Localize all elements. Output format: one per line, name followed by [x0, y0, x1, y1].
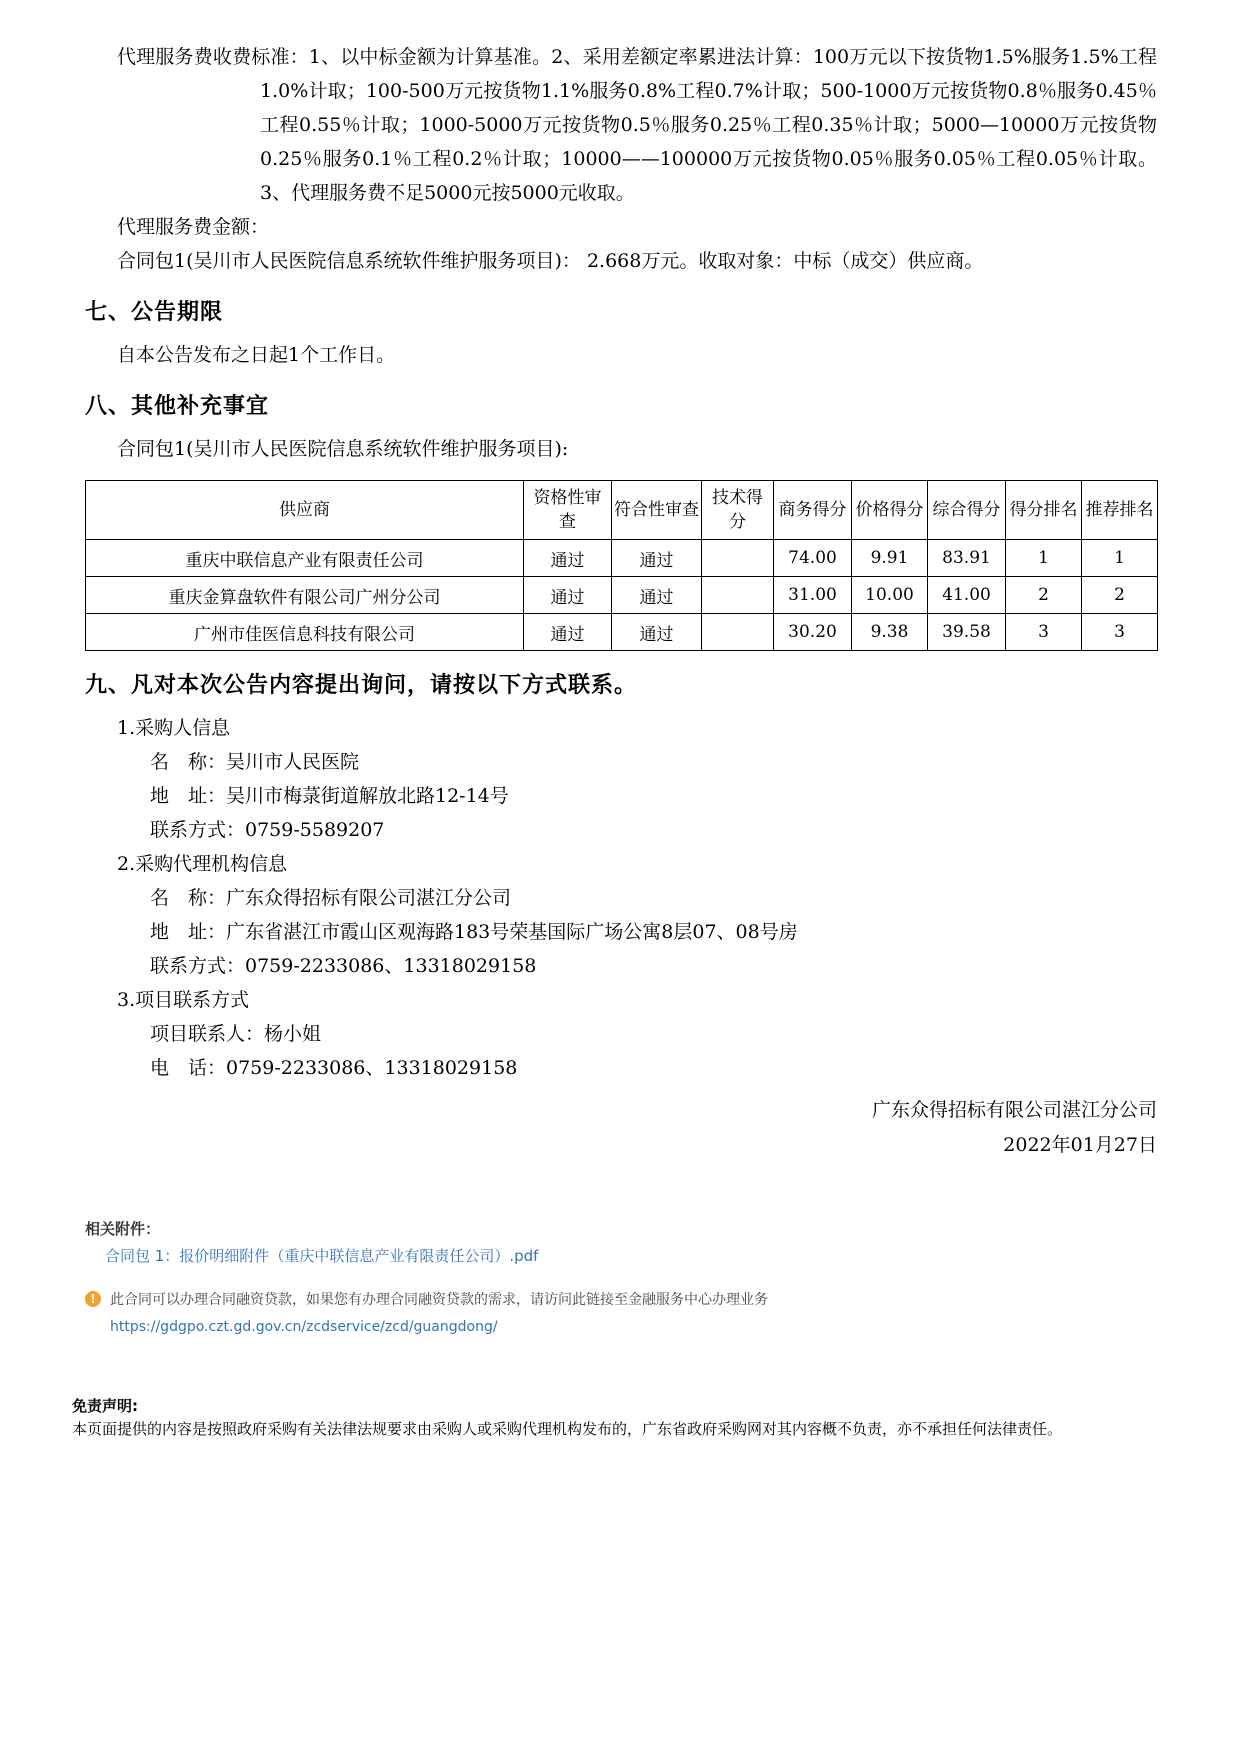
supplier-row — [86, 540, 1158, 577]
supplier-name-cell: 广州市佳医信息科技有限公司 — [86, 614, 524, 651]
attachments-heading: 相关附件： — [85, 1220, 161, 1238]
score-table-header-cell: 资格性审查 — [524, 481, 612, 540]
score-cell: 39.58 — [928, 614, 1006, 651]
score-cell: 3 — [1006, 614, 1082, 651]
page-footer — [0, 1217, 1242, 1441]
score-table-header-cell: 得分排名 — [1006, 481, 1082, 540]
score-cell: 41.00 — [928, 577, 1006, 614]
score-cell: 2 — [1082, 577, 1158, 614]
exclamation-circle-icon: ! — [85, 1291, 101, 1307]
supplier-name-cell: 重庆金算盘软件有限公司广州分公司 — [86, 577, 524, 614]
score-table-header-cell: 商务得分 — [774, 481, 852, 540]
score-cell: 30.20 — [774, 614, 852, 651]
section9-title: 九、凡对本次公告内容提出询问，请按以下方式联系。 — [85, 673, 638, 698]
signature-company: 广东众得招标有限公司湛江分公司 — [871, 1099, 1157, 1121]
score-cell: 3 — [1082, 614, 1158, 651]
score-cell: 9.91 — [852, 540, 928, 577]
supplier-row — [86, 614, 1158, 651]
attachment-pdf-link[interactable]: 合同包 1：报价明细附件（重庆中联信息产业有限责任公司）.pdf — [105, 1247, 539, 1265]
finance-service-link[interactable]: https://gdgpo.czt.gd.gov.cn/zcdservice/zcd/guangdong/ — [110, 1319, 498, 1335]
score-cell — [702, 577, 774, 614]
score-table-header-row — [86, 481, 1158, 540]
score-cell: 83.91 — [928, 540, 1006, 577]
project-contact-person: 项目联系人：杨小姐 — [150, 1023, 322, 1045]
supplier-score-table — [85, 480, 1158, 651]
agency-info-heading: 2.采购代理机构信息 — [117, 853, 288, 875]
score-table-header-cell: 价格得分 — [852, 481, 928, 540]
project-contact-heading: 3.项目联系方式 — [117, 989, 250, 1011]
purchaser-info-heading: 1.采购人信息 — [117, 717, 231, 739]
section7-title: 七、公告期限 — [85, 300, 224, 325]
score-cell: 通过 — [612, 577, 702, 614]
score-cell: 2 — [1006, 577, 1082, 614]
score-table-header-cell: 供应商 — [86, 481, 524, 540]
score-cell: 31.00 — [774, 577, 852, 614]
purchaser-contact: 联系方式：0759-5589207 — [150, 819, 385, 841]
project-contact-phone: 电 话：0759-2233086、13318029158 — [150, 1057, 518, 1079]
supplier-row — [86, 577, 1158, 614]
purchaser-address: 地 址：吴川市梅菉街道解放北路12-14号 — [150, 785, 509, 807]
signature-date: 2022年01月27日 — [1003, 1134, 1157, 1156]
fee-amount-detail: 合同包1(吴川市人民医院信息系统软件维护服务项目)： 2.668万元。收取对象：中标（成交）供应商。 — [117, 250, 984, 272]
score-cell: 通过 — [524, 540, 612, 577]
score-cell: 通过 — [524, 614, 612, 651]
section8-title: 八、其他补充事宜 — [85, 394, 270, 419]
score-cell — [702, 614, 774, 651]
score-cell: 通过 — [524, 577, 612, 614]
fee-standard-paragraph: 代理服务费收费标准：1、以中标金额为计算基准。2、采用差额定率累进法计算：100万元以下按货物1.5%服务1.5%工程1.0%计取；100-500万元按货物1.1%服务0.8%工程0.7%计取；500-1000万元按货物0.8％服务0.45％工程0.55％计取；1000-5000万元按货物0.5％服务0.25％工程0.35％计取；5000—10000万元按货物0.25％服务0.1％工程0.2％计取；10000——100000万元按货物0.05％服务0.05％工程0.05％计取。3、代理服务费不足5000元按5000元收取。 — [117, 46, 1157, 204]
section7-body: 自本公告发布之日起1个工作日。 — [117, 344, 396, 366]
score-cell: 通过 — [612, 540, 702, 577]
score-table-header-cell: 技术得分 — [702, 481, 774, 540]
agency-address: 地 址：广东省湛江市霞山区观海路183号荣基国际广场公寓8层07、08号房 — [150, 921, 798, 943]
score-cell: 1 — [1082, 540, 1158, 577]
score-table-header-cell: 符合性审查 — [612, 481, 702, 540]
finance-notice-text: 此合同可以办理合同融资贷款，如果您有办理合同融资贷款的需求，请访问此链接至金融服务中心办理业务 — [110, 1292, 768, 1308]
score-cell: 通过 — [612, 614, 702, 651]
fee-amount-label: 代理服务费金额： — [117, 216, 270, 238]
score-table-header-cell: 推荐排名 — [1082, 481, 1158, 540]
disclaimer-heading: 免责声明: — [72, 1397, 138, 1415]
agency-contact: 联系方式：0759-2233086、13318029158 — [150, 955, 537, 977]
section8-intro: 合同包1(吴川市人民医院信息系统软件维护服务项目): — [117, 438, 569, 460]
purchaser-name: 名 称：吴川市人民医院 — [150, 751, 360, 773]
score-cell — [702, 540, 774, 577]
score-table-header-cell: 综合得分 — [928, 481, 1006, 540]
score-cell: 74.00 — [774, 540, 852, 577]
disclaimer-body: 本页面提供的内容是按照政府采购有关法律法规要求由采购人或采购代理机构发布的，广东省政府采购网对其内容概不负责，亦不承担任何法律责任。 — [72, 1420, 1063, 1438]
supplier-name-cell: 重庆中联信息产业有限责任公司 — [86, 540, 524, 577]
score-cell: 1 — [1006, 540, 1082, 577]
agency-name: 名 称：广东众得招标有限公司湛江分公司 — [150, 887, 512, 909]
score-cell: 9.38 — [852, 614, 928, 651]
score-cell: 10.00 — [852, 577, 928, 614]
